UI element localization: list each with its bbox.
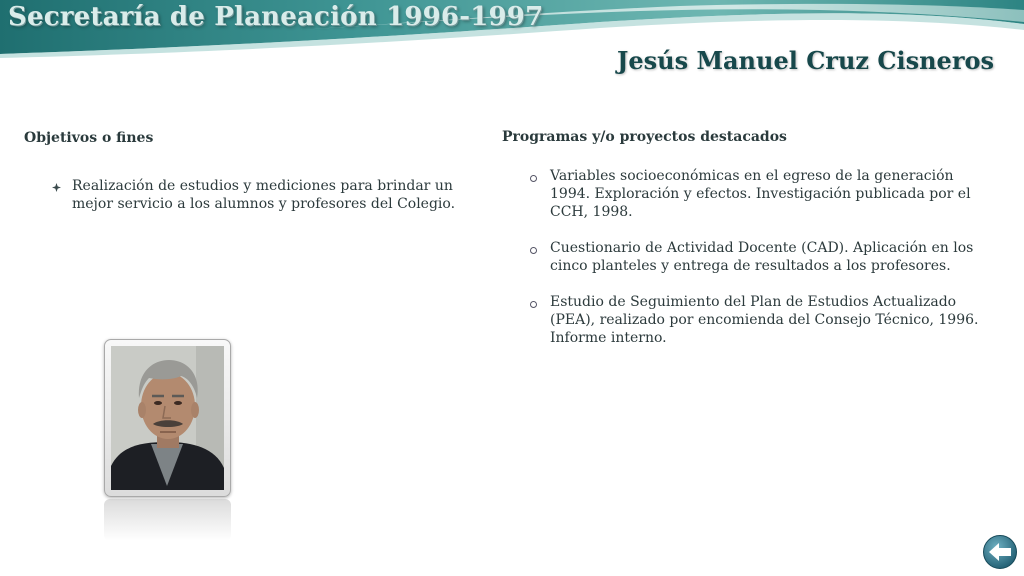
- portrait-image: [111, 346, 224, 490]
- list-item: [528, 239, 998, 275]
- portrait-frame: [104, 339, 231, 497]
- objectives-list: [50, 177, 470, 213]
- list-item: [528, 167, 998, 221]
- program-text: Variables socioeconómicas en el egreso de la generación 1994. Exploración y efectos. Investigación publicada por el CCH, 1998.: [550, 168, 971, 220]
- list-item: [50, 177, 470, 213]
- objective-text: Realización de estudios y mediciones para brindar un mejor servicio a los alumnos y profesores del Colegio.: [72, 178, 456, 212]
- programs-list: [528, 167, 998, 365]
- programs-heading: Programas y/o proyectos destacados: [502, 129, 787, 145]
- circle-bullet-icon: [530, 301, 537, 308]
- circle-bullet-icon: [530, 247, 537, 254]
- diamond-bullet-icon: [52, 183, 61, 192]
- back-arrow-icon: [982, 534, 1018, 570]
- section-title: Secretaría de Planeación 1996-1997: [8, 2, 544, 32]
- circle-bullet-icon: [530, 175, 537, 182]
- back-button[interactable]: [982, 534, 1018, 570]
- portrait-photo: [111, 346, 224, 490]
- list-item: [528, 293, 998, 347]
- program-text: Estudio de Seguimiento del Plan de Estudios Actualizado (PEA), realizado por encomienda del Consejo Técnico, 1996. Informe interno.: [550, 294, 979, 346]
- objectives-heading: Objetivos o fines: [24, 130, 154, 146]
- program-text: Cuestionario de Actividad Docente (CAD). Aplicación en los cinco planteles y entrega de resultados a los profesores.: [550, 240, 974, 274]
- person-name: Jesús Manuel Cruz Cisneros: [616, 46, 994, 75]
- portrait-reflection: [104, 499, 231, 541]
